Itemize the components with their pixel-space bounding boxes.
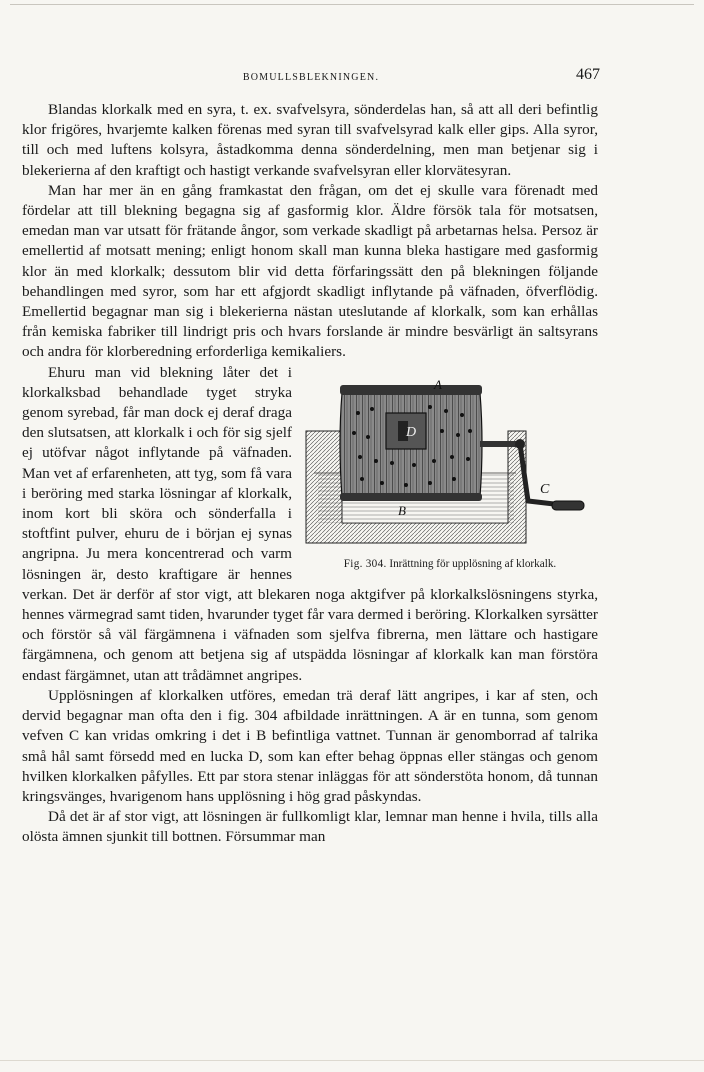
paragraph-3: Ehuru man vid blekning låter det i klorkalksbad behandlade tyget stryka genom syrebad, får man dock ej deraf draga den slutsatsen, att klorkalk i och för sig sjelf ej utöfvar något inflytande på väfnaden. Man vet af erfarenheten, att tyg, som få vara i beröring med starka lösningar af klorkalk, inom kort bli sköra och sönderfalla i stoftfint pulver, ehuru de i början ej synas angripna. Ju mera koncentrerad och varm lösningen är, desto kraftigare är hennes verkan. Det är derför af stor vigt, att blekaren noga aktgifver på klorkalkslösningens styrka, hennes värmegrad samt tiden, hvarunder tyget får vara dermed i beröring. Klorkalken syrsätter och förstör så väl färgämnena i väfnaden som sjelfva fibrerna, men lättare och hastigare färgämnena, och genom att betjena sig af utspädda lösningar af klorkalk kan man förstöra endast färgämnet, utan att trådämnet angripes. bbox=[22, 363, 598, 684]
page-header bbox=[22, 66, 600, 90]
paragraph-1: Blandas klorkalk med en syra, t. ex. svafvelsyra, sönderdelas han, så att all deri befintlig klor frigöres, hvarjemte kalken förenas med syran till svafvelsyrad kalk eller gips. Alla syror, till och med luftens kolsyra, åstadkomma denna sönderdelning, men man betjenar sig i blekerierna af den kraftigt och hastigt verkande svafvelsyran eller klorvätesyran. bbox=[22, 101, 598, 179]
scan-bottom-edge bbox=[0, 1060, 704, 1061]
drum-illustration bbox=[302, 373, 598, 551]
drum-axle bbox=[480, 441, 520, 447]
label-c: C bbox=[540, 481, 550, 497]
label-d: D bbox=[406, 424, 417, 440]
label-b: B bbox=[398, 502, 406, 518]
running-title: BOMULLSBLEKNINGEN. bbox=[242, 72, 380, 83]
paragraph-2: Man har mer än en gång framkastat den frågan, om det ej skulle vara förenadt med fördelar att till blekning begagna sig af gasformig klor. Äldre försök tala för motsatsen, emedan man var utsatt för frätande ångor, som verkade skadligt på arbetarnas helsa. Persoz är emellertid af motsatt mening; enligt honom skall man kunna bleka hastigare med gasformig klor än med klorkalk; dessutom blir vid detta förfaringssätt den på blekningen följande behandlingen med syror, som har ett afgjordt skadligt inflytande på väfnaden, öfverflödig. Emellertid begagnar man sig i blekerierna nästan uteslutande af klorkalk, som kan erhållas från kemiska fabriker till lindrigt pris och hvars forslande är mindre besvärligt än saltsyrans och andra för klorberedning erforderliga kemikaliers. bbox=[22, 181, 598, 361]
label-a: A bbox=[434, 376, 442, 392]
paragraph-5: Då det är af stor vigt, att lösningen är fullkomligt klar, lemnar man henne i hvila, tills alla olösta ämnen sjunkit till bottnen. Försummar man bbox=[22, 808, 598, 846]
figure-304 bbox=[302, 373, 598, 571]
figure-caption bbox=[302, 557, 598, 571]
page-number: 467 bbox=[576, 66, 600, 83]
figure-caption-text: Inrättning för upplösning af klorkalk. bbox=[389, 557, 557, 570]
paragraph-4: Upplösningen af klorkalken utföres, emedan trä deraf lätt angripes, i kar af sten, och dervid begagnar man ofta den i fig. 304 afbildade inrättningen. A är en tunna, som genom vefven C kan vridas omkring i det i B befintliga vattnet. Tunnan är genomborrad af talrika små hål samt försedd med en lucka D, som kan efter behag öppnas eller stängas och genom hvilken klorkalken påfylles. Ett par stora stenar inläggas för att sönderstöta honom, då tunnan kringsvänges, hvarigenom hans upplösning i hög grad påskyndas. bbox=[22, 686, 598, 805]
figure-label: Fig. 304. bbox=[343, 557, 387, 570]
body-text bbox=[22, 100, 598, 848]
crank-handle bbox=[520, 444, 580, 507]
scan-top-rule bbox=[10, 4, 694, 5]
